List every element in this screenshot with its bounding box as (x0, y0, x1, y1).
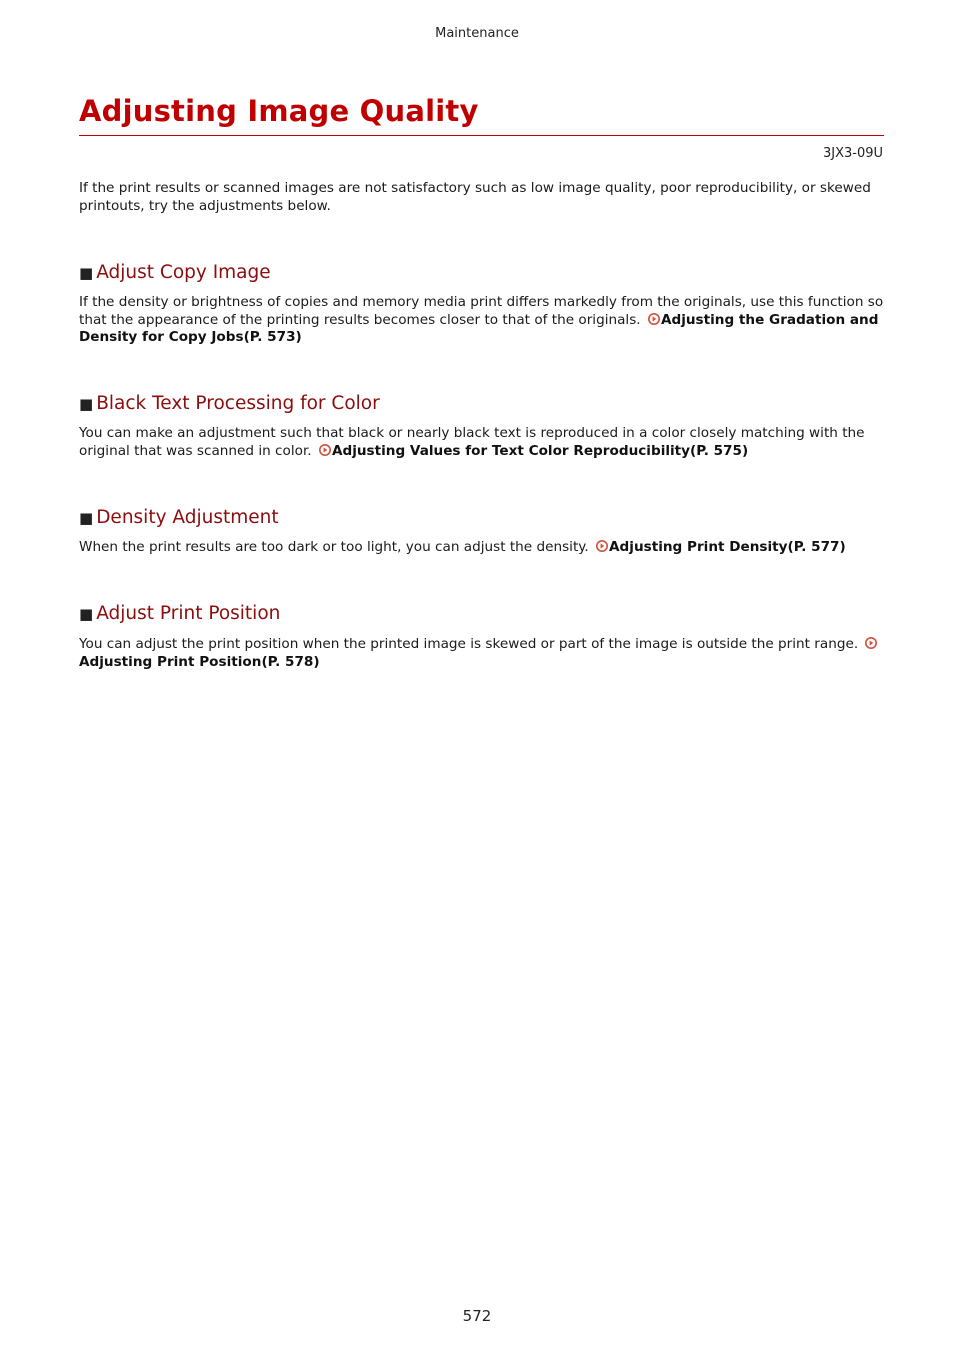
link-text[interactable]: Adjusting the Gradation and Density for Copy Jobs(P. 573) (79, 311, 879, 345)
circle-arrow-right-icon (865, 637, 877, 649)
section-body-adjust-print-position (79, 636, 884, 671)
square-bullet-icon: ■ (79, 395, 94, 413)
section-body-text: When the print results are too dark or too light, you can adjust the density. (79, 539, 589, 555)
intro-paragraph: If the print results or scanned images are not satisfactory such as low image quality, poor reproducibility, or skewed printouts, try the adjustments below. (79, 180, 871, 214)
link-text[interactable]: Adjusting Values for Text Color Reproducibility(P. 575) (331, 442, 749, 459)
section-heading-adjust-copy-image (79, 262, 271, 284)
document-id: 3JX3-09U (822, 146, 883, 161)
running-header: Maintenance (435, 26, 519, 41)
section-body-text: If the density or brightness of copies and memory media print differs markedly from the originals, use this function so that the appearance of the printing results becomes closer to that of the originals. (79, 294, 884, 328)
square-bullet-icon: ■ (79, 605, 94, 623)
section-body-black-text-processing (79, 425, 884, 460)
section-heading-black-text-processing (79, 393, 380, 415)
link-text[interactable]: Adjusting Print Density(P. 577) (609, 539, 846, 555)
section-heading-text: Adjust Copy Image (96, 262, 271, 283)
section-body-adjust-copy-image (79, 294, 884, 347)
section-body-text: You can make an adjustment such that black or nearly black text is reproduced in a color closely matching with the original that was scanned in color. (79, 425, 865, 459)
square-bullet-icon: ■ (79, 509, 94, 527)
link-adjusting-print-density[interactable] (593, 539, 846, 555)
link-text[interactable]: Adjusting Print Position(P. 578) (79, 653, 320, 670)
circle-arrow-right-icon (596, 540, 608, 552)
section-body-density-adjustment (79, 539, 884, 557)
section-heading-text: Black Text Processing for Color (96, 393, 380, 414)
section-heading-text: Adjust Print Position (96, 603, 281, 624)
section-heading-adjust-print-position (79, 603, 280, 625)
circle-arrow-right-icon (319, 444, 331, 456)
circle-arrow-right-icon (648, 313, 660, 325)
page-title: Adjusting Image Quality (79, 94, 479, 128)
page-number: 572 (462, 1307, 492, 1325)
square-bullet-icon: ■ (79, 264, 94, 282)
link-adjusting-text-color[interactable] (316, 443, 748, 459)
title-divider (79, 135, 884, 136)
section-body-text: You can adjust the print position when the printed image is skewed or part of the image is outside the print range. (79, 636, 859, 652)
section-heading-text: Density Adjustment (96, 507, 279, 528)
section-heading-density-adjustment (79, 507, 279, 529)
